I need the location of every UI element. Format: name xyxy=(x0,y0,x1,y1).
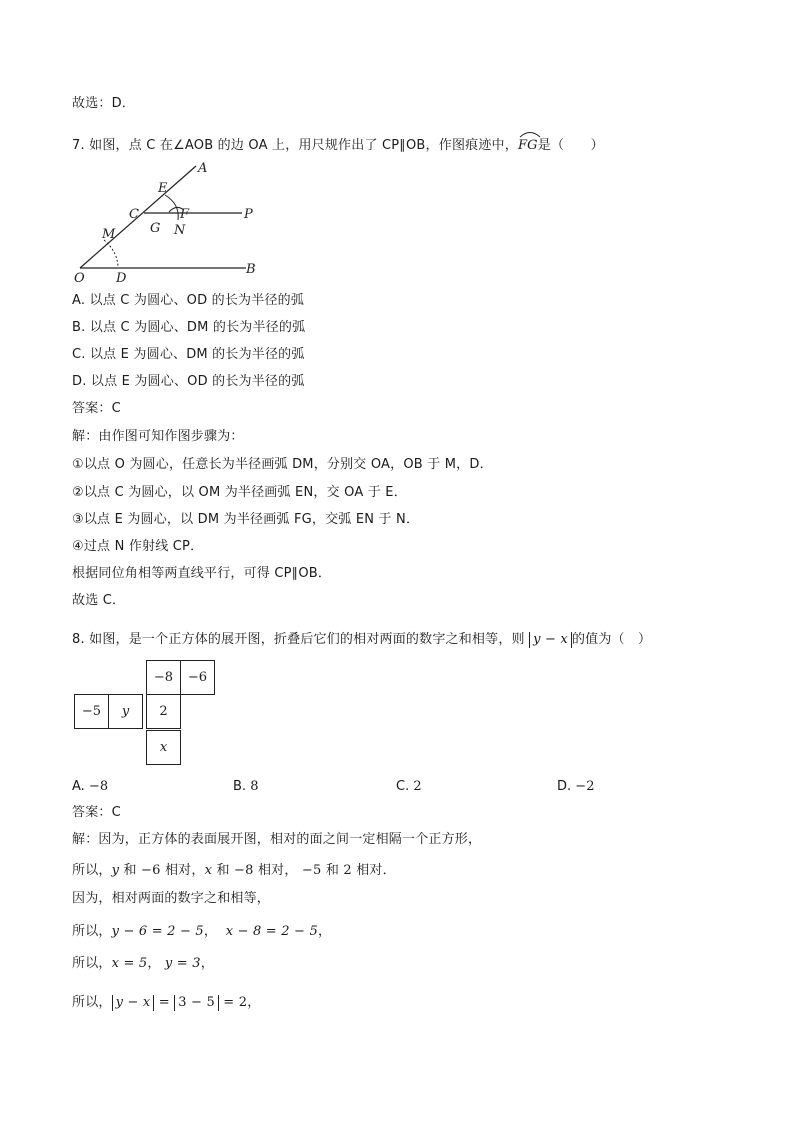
q8-stem-tail: 的值为（ ） xyxy=(571,632,652,647)
arc-fg-label: FG xyxy=(518,131,538,155)
label-o: O xyxy=(74,271,85,284)
q8-stem-text: 8. 如图，是一个正方体的展开图，折叠后它们的相对两面的数字之和相等，则 xyxy=(72,632,525,647)
choice-7-d[interactable]: D. 以点 E 为圆心、OD 的长为半径的弧 xyxy=(72,374,305,389)
choice-7-b[interactable]: B. 以点 C 为圆心、DM 的长为半径的弧 xyxy=(72,320,306,335)
solution-8-line-5: 所以， y − x = 3 − 5 = 2， xyxy=(72,995,261,1010)
q7-stem-text: 7. 如图，点 C 在∠AOB 的边 OA 上，用尺规作出了 CP∥OB，作图痕迹中， xyxy=(72,138,518,153)
solution-7-step-3: ③以点 E 为圆心，以 DM 为半径画弧 FG，交弧 EN 于 N． xyxy=(72,512,420,527)
solution-8-line-2: 因为，相对两面的数字之和相等， xyxy=(72,891,271,906)
solution-7-step-1: ①以点 O 为圆心，任意长为半径画弧 DM，分别交 OA，OB 于 M，D． xyxy=(72,457,493,472)
arc-dm xyxy=(104,240,118,268)
solution-8-line-3: 所以，y − 6 = 2 − 5， x − 8 = 2 − 5， xyxy=(72,924,332,939)
choice-8-d[interactable]: D. −2 xyxy=(557,779,595,794)
choice-8-b[interactable]: B. 8 xyxy=(233,779,259,794)
net-cell-mid-3: 2 xyxy=(146,694,181,729)
label-p: P xyxy=(244,207,253,222)
solution-7-choice: 故选 C． xyxy=(72,593,126,608)
label-f: F xyxy=(180,207,190,222)
label-a: A xyxy=(198,161,208,176)
label-g: G xyxy=(150,221,161,236)
label-e: E xyxy=(158,181,168,196)
choice-7-c[interactable]: C. 以点 E 为圆心、DM 的长为半径的弧 xyxy=(72,347,305,362)
answer-8: 答案：C xyxy=(72,805,121,820)
net-cell-bottom: x xyxy=(146,730,181,765)
label-c: C xyxy=(129,207,139,222)
net-cell-mid-1: −5 xyxy=(74,694,109,729)
solution-8-intro: 解：因为，正方体的表面展开图，相对的面之间一定相隔一个正方形， xyxy=(72,832,482,847)
choice-8-a[interactable]: A. −8 xyxy=(72,779,109,794)
solution-8-line-1: 所以，y 和 −6 相对，x 和 −8 相对， −5 和 2 相对． xyxy=(72,863,396,878)
solution-7-step-2: ②以点 C 为圆心，以 OM 为半径画弧 EN，交 OA 于 E． xyxy=(72,485,407,500)
net-cell-top-right: −6 xyxy=(180,660,215,695)
text-line: 故选：D． xyxy=(72,96,136,111)
q8-abs-expression: y − x xyxy=(529,632,572,648)
net-cell-top-left: −8 xyxy=(146,660,181,695)
geometry-figure-7 xyxy=(72,152,272,284)
answer-7: 答案：C xyxy=(72,401,121,416)
solution-7-conclusion: 根据同位角相等两直线平行，可得 CP∥OB． xyxy=(72,566,332,581)
choice-7-a[interactable]: A. 以点 C 为圆心、OD 的长为半径的弧 xyxy=(72,293,305,308)
choice-8-c[interactable]: C. 2 xyxy=(396,779,422,794)
question-8-stem xyxy=(72,631,651,649)
solution-8-line-4: 所以，x = 5， y = 3， xyxy=(72,956,214,971)
q7-stem-tail: 是（ ） xyxy=(537,138,604,153)
label-n: N xyxy=(174,223,186,238)
net-cell-mid-2: y xyxy=(108,694,143,729)
label-m: M xyxy=(102,227,116,242)
arc-icon xyxy=(518,130,542,138)
solution-7-intro: 解：由作图可知作图步骤为： xyxy=(72,429,244,444)
label-b: B xyxy=(246,262,256,277)
label-d: D xyxy=(116,271,127,284)
solution-7-step-4: ④过点 N 作射线 CP． xyxy=(72,539,204,554)
